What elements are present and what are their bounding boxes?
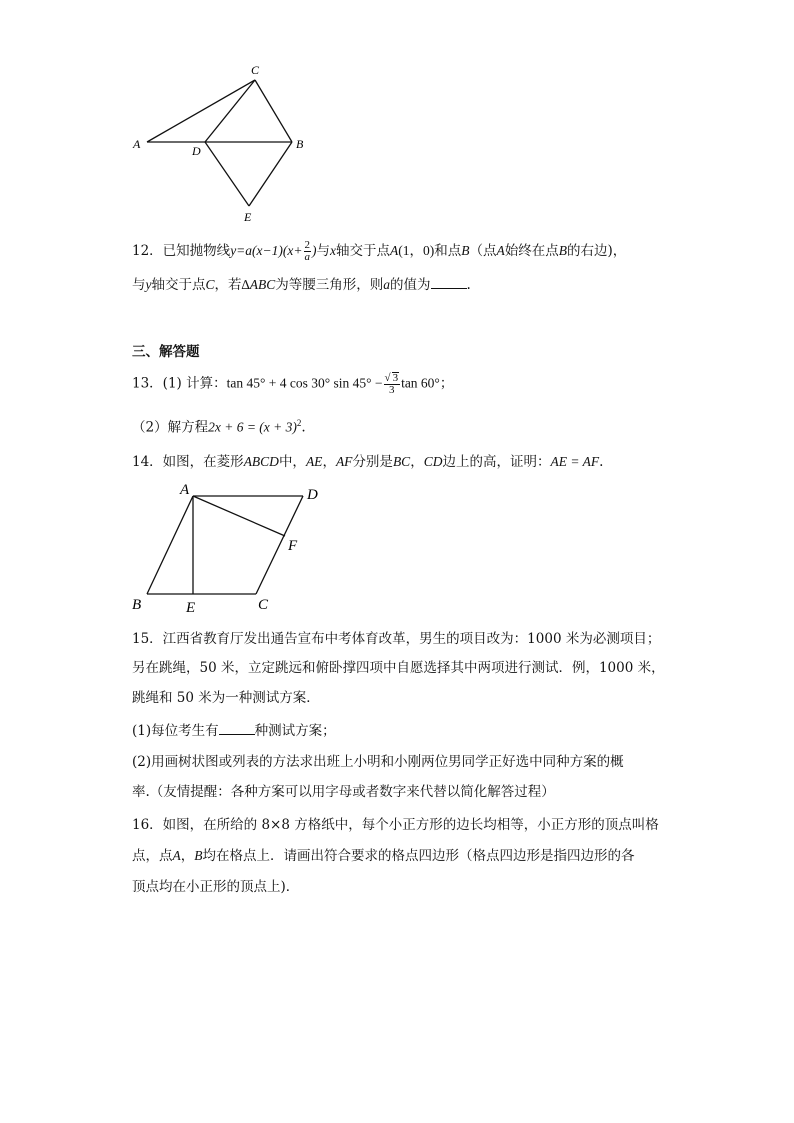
q13-fraction [384,372,401,396]
q12-text: 轴交于点 [151,277,206,293]
q14-cd: CD [423,454,443,469]
q16-text: 均在格点上．请画出符合要求的格点四边形（格点四边形是指四边形的各 [202,848,635,864]
q13-expr2: 2x + 6 = (x + 3) [208,419,297,435]
label-f: F [288,538,298,554]
q14-abcd: ABCD [243,454,279,469]
label-d: D [192,144,201,158]
q12-point-a: A [390,243,399,258]
q14-text: ， [410,454,424,470]
q12-func-close: ) [312,243,317,258]
q15-text: (1)每位考生有 [132,723,219,739]
label-e: E [186,600,196,616]
q15-text: 种测试方案； [254,723,336,739]
q16-text: 点，点 [132,848,173,864]
q12-text: 的值为 [390,277,431,293]
q13-part1 [132,372,453,396]
q14-af: AF [335,454,353,469]
q16-line1: 16．如图，在所给的 8×8 方格纸中，每个小正方形的边长均相等，小正方形的顶点叫格 [132,817,659,833]
q12-text: 始终在点 [504,243,559,259]
q13-expr1: tan 45° + 4 cos 30° sin 45° − [226,375,383,391]
q14-text: . [599,454,604,470]
q12-text: 12．已知抛物线 [132,243,231,259]
figure-q11 [125,58,320,230]
label-c: C [251,63,260,77]
q12-text: 的右边)， [567,243,627,259]
segment-ac [147,80,255,142]
q12-func-y: y= [230,243,246,258]
q12-text: 与 [132,277,146,293]
q14-conclusion: AE = AF [550,454,600,469]
q12-line2 [132,274,471,295]
label-b: B [132,597,142,613]
q12-a-var: a [383,277,391,292]
q12-frac-num: 2 [304,239,310,251]
q12-point-c: C [205,277,215,292]
q12-answer-blank [431,274,467,289]
q14-text: ， [322,454,336,470]
q13-text: （2）解方程 [132,419,209,436]
q15-answer-blank [219,720,255,735]
q12-text: . [466,277,471,293]
q12-point-a: A [496,243,505,258]
section-title: 三、解答题 [132,344,200,360]
q12-text: 为等腰三角形，则 [275,277,384,293]
q12-y-var: y [145,277,152,292]
q12-point-a-coord: (1，0) [398,243,435,258]
q13-text: 13．(1) 计算： [132,375,227,392]
segment-dc [205,80,255,142]
q15-part2-line2: 率.（友情提醒：各种方案可以用字母或者数字来代替以简化解答过程） [132,784,555,800]
q15-line1: 15．江西省教育厅发出通告宣布中考体育改革，男生的项目改为：1000 米为必测项目； [132,631,661,647]
q16-point-b: B [194,848,203,863]
label-a: A [180,482,190,498]
q13-frac-num: √ 3 [384,372,399,384]
label-b: B [296,137,304,151]
q16-point-a: A [172,848,181,863]
q15-line2: 另在跳绳，50 米，立定跳远和俯卧撑四项中自愿选择其中两项进行测试．例，1000 米， [132,660,665,676]
q12-point-b: B [461,243,470,258]
q12-point-b: B [558,243,567,258]
segment-ab [147,496,193,594]
q13-sqrt-num: 3 [392,372,399,384]
q14-bc: BC [392,454,411,469]
q14-text-line [132,452,603,472]
q12-func-body: a(x−1)(x+ [245,243,303,258]
q16-line2 [132,846,635,866]
q14-ae: AE [305,454,323,469]
q15-part1 [132,720,336,741]
q12-text: （点 [469,243,497,259]
segment-af [193,496,285,536]
q15-part2-line1: (2)用画树状图或列表的方法求出班上小明和小刚两位男同学正好选中同种方案的概 [132,754,624,770]
label-e: E [244,210,252,224]
q16-line3: 顶点均在小正形的顶点上)． [132,879,300,895]
figure-q14 [128,476,328,618]
q13-part2 [132,413,306,438]
q13-exponent: 2 [296,418,302,428]
q16-text: ， [180,848,195,864]
q12-text: 和点 [434,243,462,259]
q12-triangle: ∆ABC [241,277,276,292]
q12-text: 与 [316,243,330,259]
label-d: D [307,487,318,503]
segment-de [205,142,249,206]
q15-line3: 跳绳和 50 米为一种测试方案． [132,690,320,706]
q12-line1 [132,240,626,263]
q12-x-var: x [330,243,336,258]
segment-eb [249,142,292,206]
q14-text: 中， [278,454,306,470]
q14-text: 边上的高，证明： [442,454,551,470]
q12-text: 轴交于点 [336,243,390,259]
q12-frac-den: a [304,251,310,263]
q14-text: 分别是 [352,454,393,470]
segment-cb [255,80,292,142]
q13-text: . [301,419,306,436]
q13-expr1-end: tan 60°； [401,375,454,391]
q13-frac-den: 3 [389,384,395,396]
q12-text: ，若 [214,277,242,293]
q14-text: 14．如图，在菱形 [132,454,244,470]
label-c: C [258,597,269,613]
label-a: A [133,137,141,151]
q12-fraction [304,240,312,263]
